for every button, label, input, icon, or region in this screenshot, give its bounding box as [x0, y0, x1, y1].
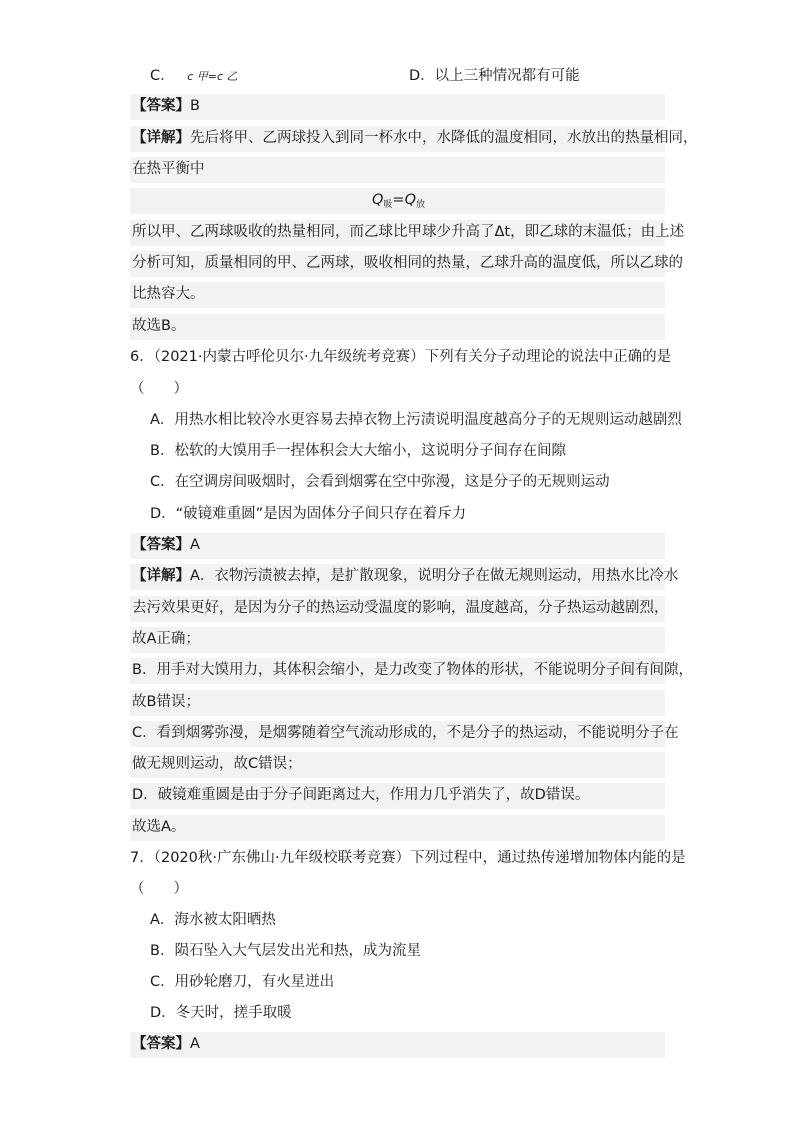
answer-tag: 【答案】	[132, 1036, 190, 1052]
q5-detail-line-4: 分析可知，质量相同的甲、乙两球，吸收相同的热量，乙球升高的温度低，所以乙球的	[130, 251, 665, 277]
q5-option-c-formula: c 甲=c 乙	[187, 70, 238, 83]
q5-detail-line-2: 在热平衡中	[130, 157, 665, 183]
q7-option-d: D．冬天时，搓手取暖	[150, 1005, 292, 1021]
q5-detail-line-1	[130, 126, 698, 152]
formula-q: Q	[371, 192, 384, 208]
q6-detail-line-7: 做无规则运动，故C错误；	[130, 752, 665, 778]
answer-value: B	[190, 98, 200, 114]
detail-tag: 【详解】	[132, 130, 190, 146]
q6-answer	[130, 533, 665, 559]
q5-option-c-label: C．	[150, 68, 175, 84]
q7-option-b: B．陨石坠入大气层发出光和热，成为流星	[150, 943, 421, 959]
q6-option-a: A．用热水相比较冷水更容易去掉衣物上污渍说明温度越高分子的无规则运动越剧烈	[150, 412, 682, 428]
q6-option-c: C．在空调房间吸烟时，会看到烟雾在空中弥漫，这是分子的无规则运动	[150, 474, 610, 490]
q6-detail-line-3: 故A正确；	[130, 627, 665, 653]
q7-option-a: A．海水被太阳晒热	[150, 912, 276, 928]
formula-sub-absorb: 吸	[383, 200, 393, 210]
formula-eq: =Q	[392, 192, 416, 208]
detail-tag: 【详解】	[132, 568, 190, 584]
q6-detail-line-1	[130, 564, 679, 590]
q6-detail-line-8: D．破镜难重圆是由于分子间距离过大，作用力几乎消失了，故D错误。	[130, 783, 665, 809]
q5-formula	[130, 188, 665, 214]
q6-detail-line-6: C．看到烟雾弥漫，是烟雾随着空气流动形成的，不是分子的热运动，不能说明分子在	[130, 721, 665, 747]
answer-tag: 【答案】	[132, 537, 190, 553]
answer-value: A	[190, 1036, 200, 1052]
q7-option-c: C．用砂轮磨刀，有火星迸出	[150, 974, 335, 990]
q5-option-c	[150, 64, 238, 90]
formula-sub-release: 放	[415, 200, 425, 210]
q6-option-d: D．“破镜难重圆”是因为固体分子间只存在着斥力	[150, 506, 467, 522]
q7-answer	[130, 1032, 665, 1058]
answer-value: A	[190, 537, 200, 553]
q5-detail-line-3: 所以甲、乙两球吸收的热量相同，而乙球比甲球少升高了Δt，即乙球的末温低；由上述	[130, 220, 665, 246]
q6-option-b: B．松软的大馍用手一捏体积会大大缩小，这说明分子间存在间隙	[150, 443, 566, 459]
answer-tag: 【答案】	[132, 98, 190, 114]
q6-detail-line-2: 去污效果更好，是因为分子的热运动受温度的影响，温度越高，分子热运动越剧烈，	[130, 596, 665, 622]
detail-text: A．衣物污渍被去掉，是扩散现象，说明分子在做无规则运动，用热水比冷水	[190, 568, 679, 584]
q6-stem-line-1: 6．（2021·内蒙古呼伦贝尔·九年级统考竞赛）下列有关分子动理论的说法中正确的是	[130, 349, 672, 365]
q5-detail-line-5: 比热容大。	[130, 282, 665, 308]
q5-option-d: D．以上三种情况都有可能	[409, 68, 580, 84]
q6-detail-line-4: B．用手对大馍用力，其体积会缩小，是力改变了物体的形状，不能说明分子间有间隙，	[130, 658, 665, 684]
q7-stem-line-2: （ ）	[130, 881, 188, 897]
q7-stem-line-1: 7．（2020秋·广东佛山·九年级校联考竞赛）下列过程中，通过热传递增加物体内能的是	[130, 850, 686, 866]
q5-answer	[130, 94, 665, 120]
q6-stem-line-2: （ ）	[130, 381, 188, 397]
q6-detail-line-5: 故B错误；	[130, 690, 665, 716]
detail-text: 先后将甲、乙两球投入到同一杯水中，水降低的温度相同，水放出的热量相同，	[190, 130, 698, 146]
q6-conclusion: 故选A。	[130, 815, 665, 841]
q5-conclusion: 故选B。	[130, 314, 665, 340]
